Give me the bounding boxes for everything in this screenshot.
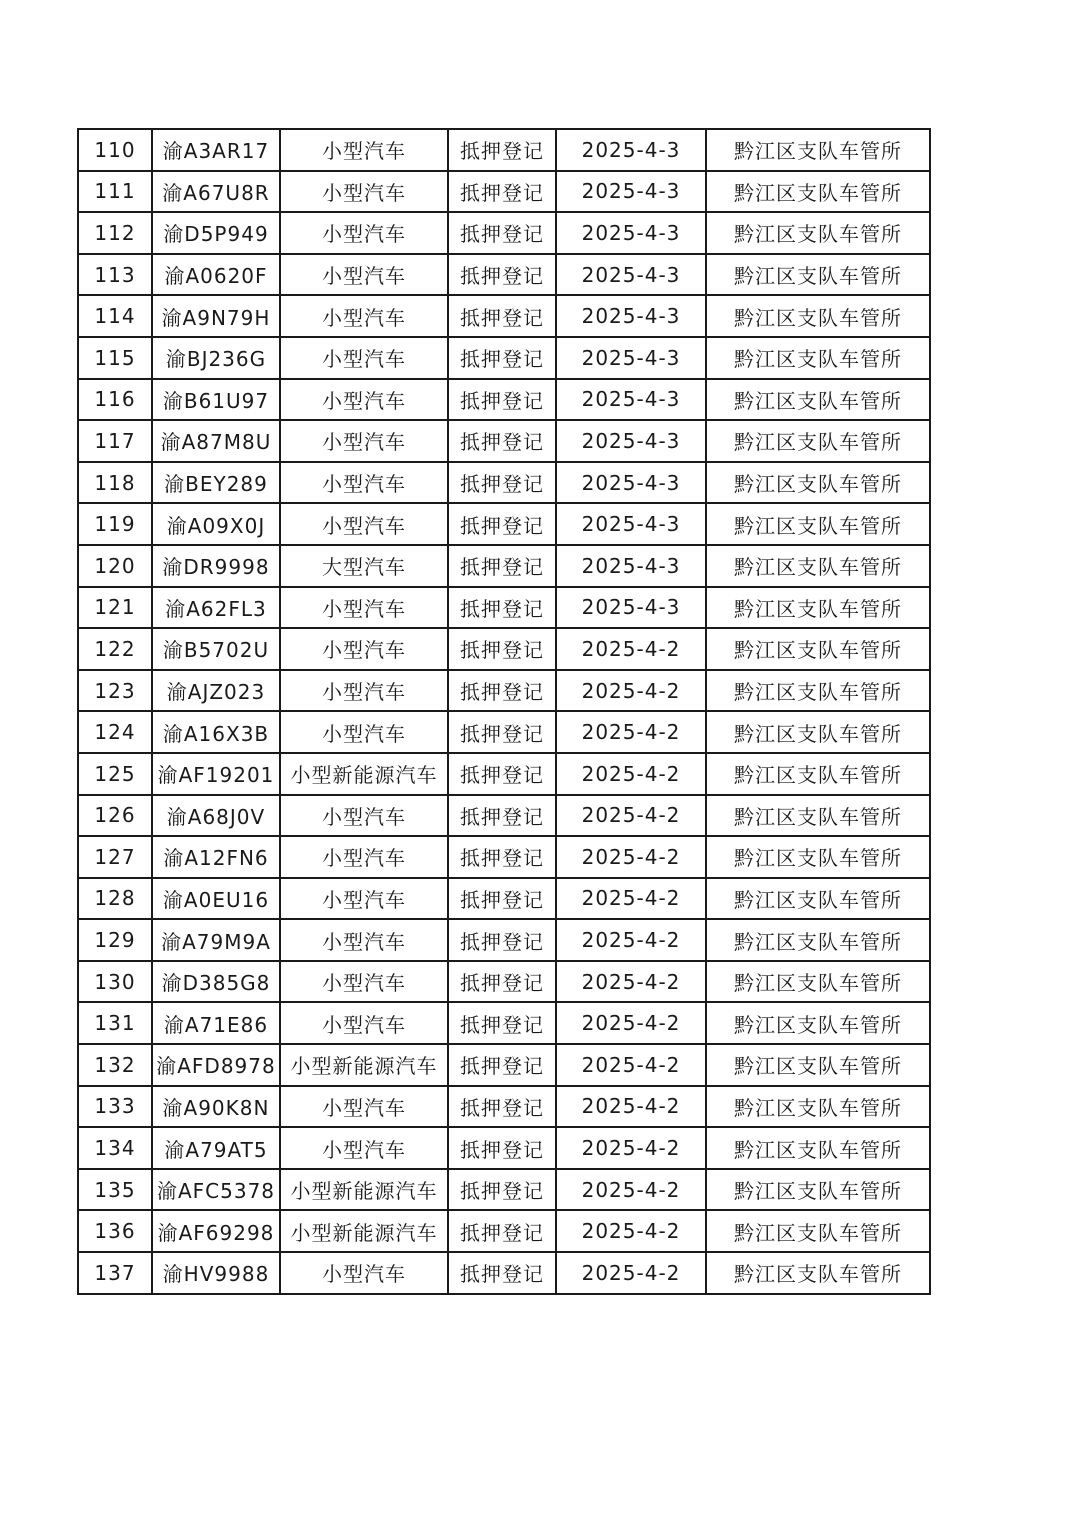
- business-type-cell: 抵押登记: [448, 212, 556, 254]
- table-row: [78, 337, 930, 379]
- plate-number-cell: 渝A79AT5: [152, 1127, 280, 1169]
- vehicle-type-cell: 小型汽车: [280, 1086, 448, 1128]
- table-row: [78, 1086, 930, 1128]
- business-type-cell: 抵押登记: [448, 836, 556, 878]
- office-cell: 黔江区支队车管所: [706, 795, 930, 837]
- vehicle-type-cell: 小型新能源汽车: [280, 1210, 448, 1252]
- row-number-cell: 125: [78, 753, 152, 795]
- vehicle-type-cell: 小型汽车: [280, 711, 448, 753]
- business-type-cell: 抵押登记: [448, 1002, 556, 1044]
- business-type-cell: 抵押登记: [448, 1127, 556, 1169]
- date-cell: 2025-4-3: [556, 379, 706, 421]
- plate-number-cell: 渝DR9998: [152, 545, 280, 587]
- table-row: [78, 295, 930, 337]
- date-cell: 2025-4-3: [556, 254, 706, 296]
- vehicle-type-cell: 小型汽车: [280, 503, 448, 545]
- office-cell: 黔江区支队车管所: [706, 503, 930, 545]
- table-row: [78, 1252, 930, 1294]
- row-number-cell: 119: [78, 503, 152, 545]
- plate-number-cell: 渝A79M9A: [152, 919, 280, 961]
- vehicle-type-cell: 小型汽车: [280, 587, 448, 629]
- plate-number-cell: 渝D385G8: [152, 961, 280, 1003]
- office-cell: 黔江区支队车管所: [706, 337, 930, 379]
- plate-number-cell: 渝A62FL3: [152, 587, 280, 629]
- row-number-cell: 115: [78, 337, 152, 379]
- vehicle-type-cell: 小型汽车: [280, 628, 448, 670]
- date-cell: 2025-4-2: [556, 836, 706, 878]
- row-number-cell: 133: [78, 1086, 152, 1128]
- office-cell: 黔江区支队车管所: [706, 462, 930, 504]
- office-cell: 黔江区支队车管所: [706, 919, 930, 961]
- vehicle-type-cell: 小型汽车: [280, 379, 448, 421]
- date-cell: 2025-4-3: [556, 420, 706, 462]
- vehicle-type-cell: 大型汽车: [280, 545, 448, 587]
- vehicle-type-cell: 小型汽车: [280, 919, 448, 961]
- date-cell: 2025-4-2: [556, 961, 706, 1003]
- plate-number-cell: 渝A0620F: [152, 254, 280, 296]
- table-row: [78, 961, 930, 1003]
- office-cell: 黔江区支队车管所: [706, 836, 930, 878]
- row-number-cell: 136: [78, 1210, 152, 1252]
- vehicle-type-cell: 小型汽车: [280, 878, 448, 920]
- office-cell: 黔江区支队车管所: [706, 961, 930, 1003]
- vehicle-type-cell: 小型新能源汽车: [280, 1044, 448, 1086]
- office-cell: 黔江区支队车管所: [706, 379, 930, 421]
- table-row: [78, 919, 930, 961]
- office-cell: 黔江区支队车管所: [706, 171, 930, 213]
- office-cell: 黔江区支队车管所: [706, 670, 930, 712]
- office-cell: 黔江区支队车管所: [706, 420, 930, 462]
- row-number-cell: 116: [78, 379, 152, 421]
- business-type-cell: 抵押登记: [448, 462, 556, 504]
- table-row: [78, 1044, 930, 1086]
- business-type-cell: 抵押登记: [448, 295, 556, 337]
- row-number-cell: 118: [78, 462, 152, 504]
- date-cell: 2025-4-2: [556, 1086, 706, 1128]
- business-type-cell: 抵押登记: [448, 1044, 556, 1086]
- table-row: [78, 1210, 930, 1252]
- business-type-cell: 抵押登记: [448, 587, 556, 629]
- business-type-cell: 抵押登记: [448, 254, 556, 296]
- date-cell: 2025-4-2: [556, 753, 706, 795]
- row-number-cell: 111: [78, 171, 152, 213]
- row-number-cell: 137: [78, 1252, 152, 1294]
- business-type-cell: 抵押登记: [448, 753, 556, 795]
- row-number-cell: 131: [78, 1002, 152, 1044]
- plate-number-cell: 渝BEY289: [152, 462, 280, 504]
- vehicle-type-cell: 小型汽车: [280, 171, 448, 213]
- vehicle-type-cell: 小型汽车: [280, 212, 448, 254]
- office-cell: 黔江区支队车管所: [706, 212, 930, 254]
- plate-number-cell: 渝A71E86: [152, 1002, 280, 1044]
- date-cell: 2025-4-2: [556, 1002, 706, 1044]
- table-row: [78, 670, 930, 712]
- plate-number-cell: 渝D5P949: [152, 212, 280, 254]
- business-type-cell: 抵押登记: [448, 1252, 556, 1294]
- plate-number-cell: 渝AF69298: [152, 1210, 280, 1252]
- business-type-cell: 抵押登记: [448, 1210, 556, 1252]
- date-cell: 2025-4-2: [556, 711, 706, 753]
- table-row: [78, 753, 930, 795]
- date-cell: 2025-4-3: [556, 129, 706, 171]
- business-type-cell: 抵押登记: [448, 1169, 556, 1211]
- office-cell: 黔江区支队车管所: [706, 711, 930, 753]
- row-number-cell: 134: [78, 1127, 152, 1169]
- business-type-cell: 抵押登记: [448, 420, 556, 462]
- plate-number-cell: 渝AF19201: [152, 753, 280, 795]
- row-number-cell: 117: [78, 420, 152, 462]
- business-type-cell: 抵押登记: [448, 545, 556, 587]
- business-type-cell: 抵押登记: [448, 878, 556, 920]
- plate-number-cell: 渝A9N79H: [152, 295, 280, 337]
- row-number-cell: 132: [78, 1044, 152, 1086]
- row-number-cell: 135: [78, 1169, 152, 1211]
- table-row: [78, 171, 930, 213]
- vehicle-type-cell: 小型汽车: [280, 670, 448, 712]
- plate-number-cell: 渝BJ236G: [152, 337, 280, 379]
- office-cell: 黔江区支队车管所: [706, 753, 930, 795]
- business-type-cell: 抵押登记: [448, 961, 556, 1003]
- vehicle-type-cell: 小型汽车: [280, 337, 448, 379]
- table-row: [78, 1002, 930, 1044]
- plate-number-cell: 渝A09X0J: [152, 503, 280, 545]
- office-cell: 黔江区支队车管所: [706, 1002, 930, 1044]
- date-cell: 2025-4-3: [556, 503, 706, 545]
- date-cell: 2025-4-3: [556, 587, 706, 629]
- office-cell: 黔江区支队车管所: [706, 878, 930, 920]
- vehicle-type-cell: 小型汽车: [280, 1252, 448, 1294]
- office-cell: 黔江区支队车管所: [706, 295, 930, 337]
- row-number-cell: 130: [78, 961, 152, 1003]
- business-type-cell: 抵押登记: [448, 670, 556, 712]
- registration-table-body: [78, 129, 930, 1294]
- office-cell: 黔江区支队车管所: [706, 129, 930, 171]
- table-row: [78, 836, 930, 878]
- office-cell: 黔江区支队车管所: [706, 587, 930, 629]
- row-number-cell: 110: [78, 129, 152, 171]
- vehicle-type-cell: 小型汽车: [280, 295, 448, 337]
- vehicle-type-cell: 小型汽车: [280, 961, 448, 1003]
- vehicle-type-cell: 小型汽车: [280, 1127, 448, 1169]
- vehicle-type-cell: 小型新能源汽车: [280, 1169, 448, 1211]
- row-number-cell: 120: [78, 545, 152, 587]
- business-type-cell: 抵押登记: [448, 711, 556, 753]
- office-cell: 黔江区支队车管所: [706, 1169, 930, 1211]
- vehicle-type-cell: 小型汽车: [280, 1002, 448, 1044]
- table-row: [78, 129, 930, 171]
- plate-number-cell: 渝A87M8U: [152, 420, 280, 462]
- business-type-cell: 抵押登记: [448, 795, 556, 837]
- row-number-cell: 113: [78, 254, 152, 296]
- row-number-cell: 124: [78, 711, 152, 753]
- row-number-cell: 127: [78, 836, 152, 878]
- date-cell: 2025-4-2: [556, 1252, 706, 1294]
- table-row: [78, 379, 930, 421]
- vehicle-type-cell: 小型汽车: [280, 254, 448, 296]
- date-cell: 2025-4-3: [556, 462, 706, 504]
- plate-number-cell: 渝AJZ023: [152, 670, 280, 712]
- plate-number-cell: 渝HV9988: [152, 1252, 280, 1294]
- date-cell: 2025-4-2: [556, 1169, 706, 1211]
- row-number-cell: 122: [78, 628, 152, 670]
- row-number-cell: 126: [78, 795, 152, 837]
- business-type-cell: 抵押登记: [448, 337, 556, 379]
- business-type-cell: 抵押登记: [448, 379, 556, 421]
- row-number-cell: 121: [78, 587, 152, 629]
- business-type-cell: 抵押登记: [448, 628, 556, 670]
- plate-number-cell: 渝A67U8R: [152, 171, 280, 213]
- date-cell: 2025-4-3: [556, 212, 706, 254]
- plate-number-cell: 渝A12FN6: [152, 836, 280, 878]
- plate-number-cell: 渝A3AR17: [152, 129, 280, 171]
- vehicle-type-cell: 小型汽车: [280, 836, 448, 878]
- date-cell: 2025-4-2: [556, 919, 706, 961]
- office-cell: 黔江区支队车管所: [706, 545, 930, 587]
- table-row: [78, 628, 930, 670]
- business-type-cell: 抵押登记: [448, 919, 556, 961]
- date-cell: 2025-4-2: [556, 1210, 706, 1252]
- table-row: [78, 212, 930, 254]
- date-cell: 2025-4-3: [556, 171, 706, 213]
- business-type-cell: 抵押登记: [448, 171, 556, 213]
- business-type-cell: 抵押登记: [448, 503, 556, 545]
- office-cell: 黔江区支队车管所: [706, 628, 930, 670]
- date-cell: 2025-4-3: [556, 337, 706, 379]
- business-type-cell: 抵押登记: [448, 1086, 556, 1128]
- table-row: [78, 587, 930, 629]
- vehicle-type-cell: 小型汽车: [280, 462, 448, 504]
- plate-number-cell: 渝A0EU16: [152, 878, 280, 920]
- plate-number-cell: 渝B61U97: [152, 379, 280, 421]
- plate-number-cell: 渝B5702U: [152, 628, 280, 670]
- table-row: [78, 503, 930, 545]
- row-number-cell: 129: [78, 919, 152, 961]
- table-row: [78, 878, 930, 920]
- date-cell: 2025-4-2: [556, 628, 706, 670]
- row-number-cell: 114: [78, 295, 152, 337]
- office-cell: 黔江区支队车管所: [706, 1127, 930, 1169]
- business-type-cell: 抵押登记: [448, 129, 556, 171]
- table-row: [78, 711, 930, 753]
- row-number-cell: 112: [78, 212, 152, 254]
- plate-number-cell: 渝A16X3B: [152, 711, 280, 753]
- table-row: [78, 1127, 930, 1169]
- table-row: [78, 462, 930, 504]
- vehicle-type-cell: 小型新能源汽车: [280, 753, 448, 795]
- date-cell: 2025-4-3: [556, 545, 706, 587]
- office-cell: 黔江区支队车管所: [706, 1044, 930, 1086]
- registration-table: [77, 128, 931, 1295]
- office-cell: 黔江区支队车管所: [706, 254, 930, 296]
- table-row: [78, 254, 930, 296]
- date-cell: 2025-4-2: [556, 1127, 706, 1169]
- plate-number-cell: 渝A90K8N: [152, 1086, 280, 1128]
- date-cell: 2025-4-2: [556, 670, 706, 712]
- plate-number-cell: 渝AFD8978: [152, 1044, 280, 1086]
- date-cell: 2025-4-2: [556, 878, 706, 920]
- date-cell: 2025-4-2: [556, 1044, 706, 1086]
- table-row: [78, 420, 930, 462]
- office-cell: 黔江区支队车管所: [706, 1086, 930, 1128]
- date-cell: 2025-4-3: [556, 295, 706, 337]
- row-number-cell: 123: [78, 670, 152, 712]
- vehicle-type-cell: 小型汽车: [280, 795, 448, 837]
- office-cell: 黔江区支队车管所: [706, 1252, 930, 1294]
- row-number-cell: 128: [78, 878, 152, 920]
- vehicle-type-cell: 小型汽车: [280, 420, 448, 462]
- office-cell: 黔江区支队车管所: [706, 1210, 930, 1252]
- table-row: [78, 795, 930, 837]
- date-cell: 2025-4-2: [556, 795, 706, 837]
- vehicle-type-cell: 小型汽车: [280, 129, 448, 171]
- plate-number-cell: 渝AFC5378: [152, 1169, 280, 1211]
- table-row: [78, 1169, 930, 1211]
- table-row: [78, 545, 930, 587]
- plate-number-cell: 渝A68J0V: [152, 795, 280, 837]
